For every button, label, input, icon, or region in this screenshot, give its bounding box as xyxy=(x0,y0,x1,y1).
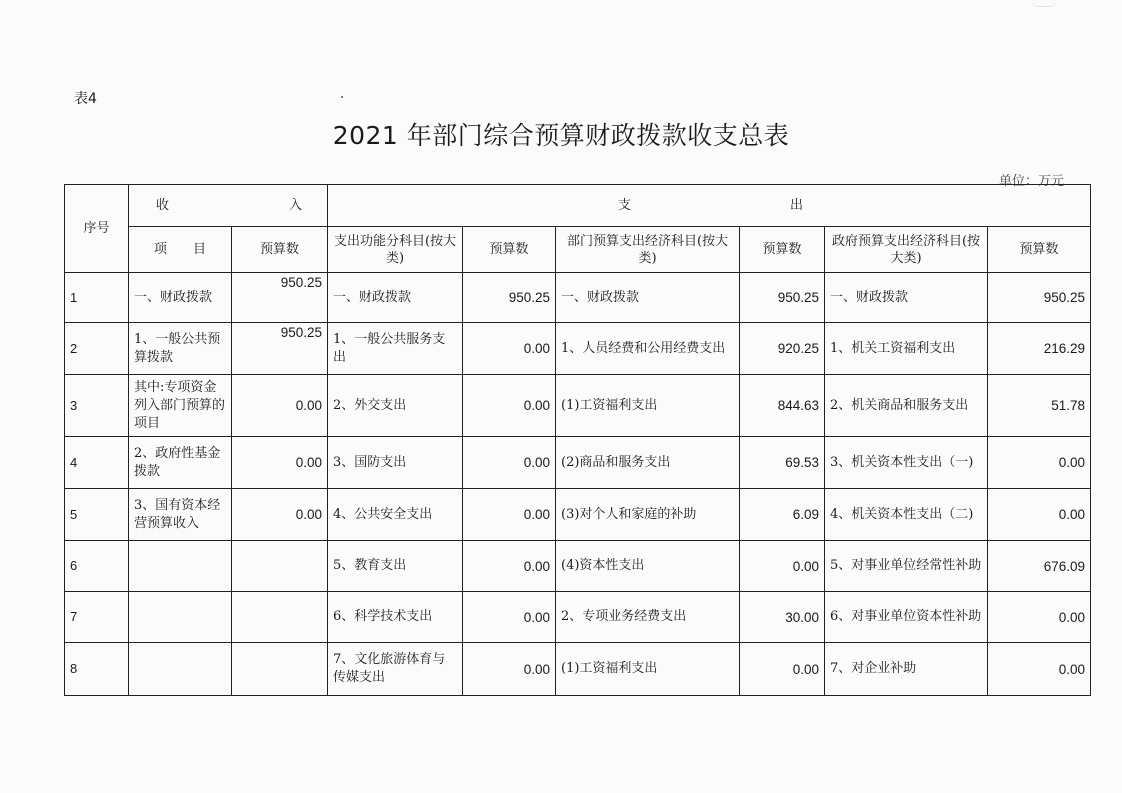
gov-amount-cell: 0.00 xyxy=(988,489,1091,541)
gov-econ-cell: 一、财政拨款 xyxy=(825,273,988,323)
func-class-cell: 一、财政拨款 xyxy=(328,273,463,323)
expense-header xyxy=(328,185,1091,227)
dept-amount-cell: 69.53 xyxy=(740,437,825,489)
gov-econ-cell: 3、机关资本性支出（一) xyxy=(825,437,988,489)
func-amount-cell: 0.00 xyxy=(463,375,556,437)
table-row xyxy=(65,643,1091,696)
dept-econ-cell: (4)资本性支出 xyxy=(556,541,740,592)
income-amount-cell: 0.00 xyxy=(232,375,328,437)
dept-amount-cell: 6.09 xyxy=(740,489,825,541)
func-class-cell: 7、文化旅游体育与传媒支出 xyxy=(328,643,463,696)
func-class-cell: 1、一般公共服务支出 xyxy=(328,323,463,375)
dept-amount-cell: 844.63 xyxy=(740,375,825,437)
dept-econ-cell: 2、专项业务经费支出 xyxy=(556,592,740,643)
income-header xyxy=(129,185,328,227)
gov-econ-cell: 2、机关商品和服务支出 xyxy=(825,375,988,437)
seq-cell: 6 xyxy=(65,541,129,592)
income-item-cell: 一、财政拨款 xyxy=(129,273,232,323)
dept-amount-cell: 0.00 xyxy=(740,541,825,592)
table-row xyxy=(65,489,1091,541)
func-class-cell: 5、教育支出 xyxy=(328,541,463,592)
func-class-cell: 6、科学技术支出 xyxy=(328,592,463,643)
income-item-cell: 3、国有资本经营预算收入 xyxy=(129,489,232,541)
func-amount-cell: 0.00 xyxy=(463,592,556,643)
gov-econ-header: 政府预算支出经济科目(按大类) xyxy=(825,227,988,273)
header-row-1 xyxy=(65,185,1091,227)
income-item-cell xyxy=(129,643,232,696)
dept-amount-cell: 0.00 xyxy=(740,643,825,696)
gov-amount-cell: 51.78 xyxy=(988,375,1091,437)
scan-mark xyxy=(1032,0,1056,7)
expense-header-a: 支 xyxy=(618,198,632,213)
gov-amount-cell: 950.25 xyxy=(988,273,1091,323)
table-row xyxy=(65,437,1091,489)
income-amount-cell xyxy=(232,643,328,696)
table-label: 表4 xyxy=(74,91,97,107)
item-header: 项 目 xyxy=(129,227,232,273)
gov-budget-header: 预算数 xyxy=(988,227,1091,273)
page-title: 2021 年部门综合预算财政拨款收支总表 xyxy=(332,121,790,150)
gov-econ-cell: 7、对企业补助 xyxy=(825,643,988,696)
income-header-b: 入 xyxy=(288,198,302,213)
dept-econ-cell: (1)工资福利支出 xyxy=(556,643,740,696)
func-amount-cell: 0.00 xyxy=(463,437,556,489)
expense-header-b: 出 xyxy=(789,198,803,213)
gov-amount-cell: 676.09 xyxy=(988,541,1091,592)
income-amount-cell: 950.25 xyxy=(232,273,328,323)
dept-budget-header: 预算数 xyxy=(740,227,825,273)
income-header-a: 收 xyxy=(156,198,170,213)
seq-cell: 2 xyxy=(65,323,129,375)
income-amount-cell: 0.00 xyxy=(232,437,328,489)
income-item-cell xyxy=(129,541,232,592)
gov-econ-cell: 6、对事业单位资本性补助 xyxy=(825,592,988,643)
func-amount-cell: 950.25 xyxy=(463,273,556,323)
income-budget-header: 预算数 xyxy=(232,227,328,273)
func-class-cell: 2、外交支出 xyxy=(328,375,463,437)
seq-cell: 7 xyxy=(65,592,129,643)
dept-amount-cell: 30.00 xyxy=(740,592,825,643)
income-amount-cell xyxy=(232,541,328,592)
dept-econ-cell: (2)商品和服务支出 xyxy=(556,437,740,489)
gov-amount-cell: 0.00 xyxy=(988,643,1091,696)
income-item-cell: 2、政府性基金拨款 xyxy=(129,437,232,489)
dept-amount-cell: 920.25 xyxy=(740,323,825,375)
income-item-cell xyxy=(129,592,232,643)
func-amount-cell: 0.00 xyxy=(463,541,556,592)
func-amount-cell: 0.00 xyxy=(463,489,556,541)
gov-amount-cell: 0.00 xyxy=(988,592,1091,643)
seq-cell: 5 xyxy=(65,489,129,541)
table-row xyxy=(65,323,1091,375)
seq-cell: 1 xyxy=(65,273,129,323)
table-row xyxy=(65,592,1091,643)
scan-dot xyxy=(341,96,343,98)
func-class-cell: 4、公共安全支出 xyxy=(328,489,463,541)
gov-amount-cell: 216.29 xyxy=(988,323,1091,375)
gov-econ-cell: 1、机关工资福利支出 xyxy=(825,323,988,375)
seq-header: 序号 xyxy=(65,185,129,273)
income-amount-cell xyxy=(232,592,328,643)
table-row xyxy=(65,375,1091,437)
func-budget-header: 预算数 xyxy=(463,227,556,273)
table-body xyxy=(65,273,1091,696)
func-amount-cell: 0.00 xyxy=(463,323,556,375)
dept-econ-cell: 一、财政拨款 xyxy=(556,273,740,323)
seq-cell: 8 xyxy=(65,643,129,696)
dept-econ-cell: (3)对个人和家庭的补助 xyxy=(556,489,740,541)
table-row xyxy=(65,273,1091,323)
func-class-header: 支出功能分科目(按大类) xyxy=(328,227,463,273)
dept-amount-cell: 950.25 xyxy=(740,273,825,323)
gov-econ-cell: 4、机关资本性支出（二) xyxy=(825,489,988,541)
income-amount-cell: 0.00 xyxy=(232,489,328,541)
income-amount-cell: 950.25 xyxy=(232,323,328,375)
header-row-2 xyxy=(65,227,1091,273)
seq-cell: 4 xyxy=(65,437,129,489)
dept-econ-cell: 1、人员经费和公用经费支出 xyxy=(556,323,740,375)
dept-econ-cell: (1)工资福利支出 xyxy=(556,375,740,437)
table-row xyxy=(65,541,1091,592)
budget-table xyxy=(64,184,1091,696)
seq-cell: 3 xyxy=(65,375,129,437)
gov-econ-cell: 5、对事业单位经常性补助 xyxy=(825,541,988,592)
gov-amount-cell: 0.00 xyxy=(988,437,1091,489)
dept-econ-header: 部门预算支出经济科目(按大类) xyxy=(556,227,740,273)
func-class-cell: 3、国防支出 xyxy=(328,437,463,489)
func-amount-cell: 0.00 xyxy=(463,643,556,696)
unit-label: 单位：万元 xyxy=(998,174,1064,189)
income-item-cell: 其中:专项资金列入部门预算的项目 xyxy=(129,375,232,437)
income-item-cell: 1、一般公共预算拨款 xyxy=(129,323,232,375)
